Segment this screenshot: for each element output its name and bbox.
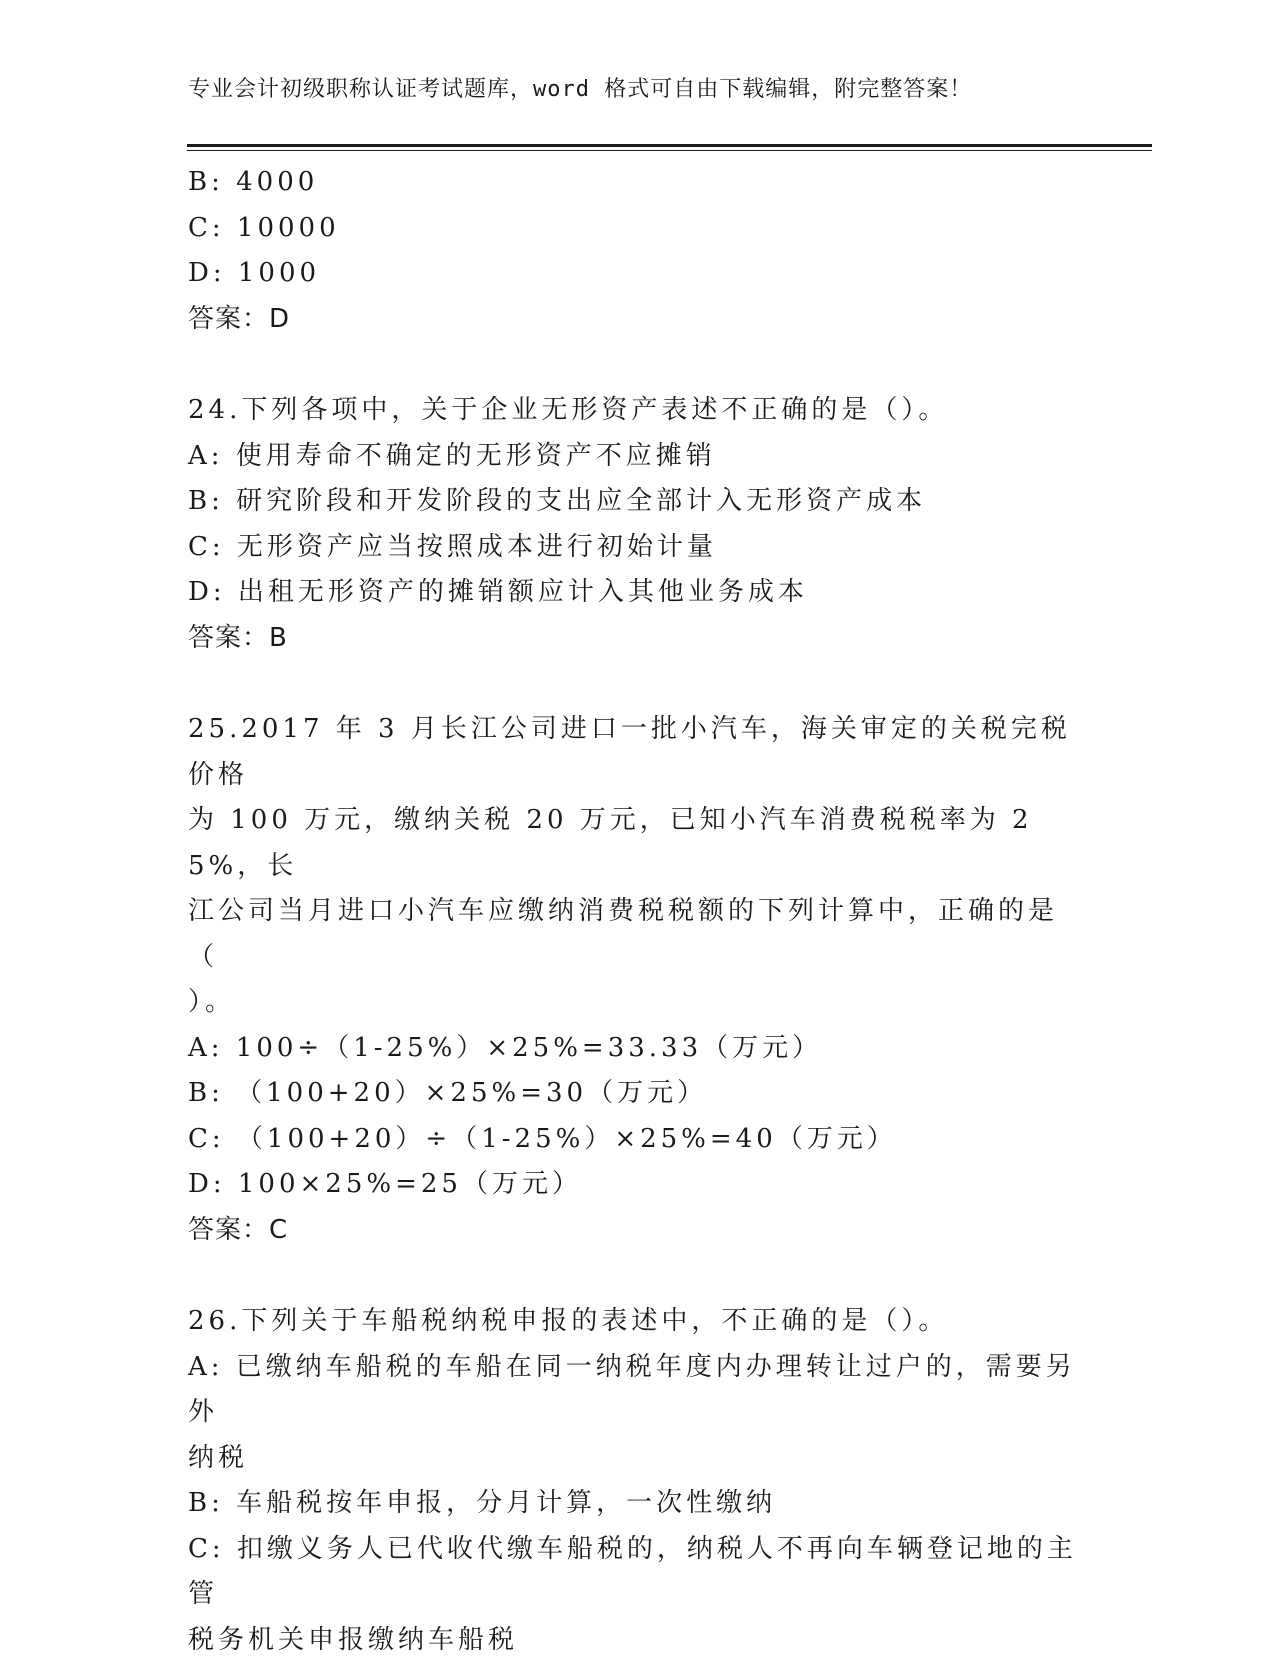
- page-header: 专业会计初级职称认证考试题库，word 格式可自由下载编辑，附完整答案！: [188, 74, 1148, 106]
- option-d: D: 1000: [188, 251, 1078, 297]
- option-b: B: （100+20）×25%=30（万元）: [188, 1071, 1078, 1117]
- header-rule-thin: [187, 150, 1152, 151]
- answer: 答案：D: [188, 297, 1078, 343]
- option-a-line: 纳税: [188, 1436, 1078, 1482]
- option-b: B: 4000: [188, 160, 1078, 206]
- question-stem-line: ）。: [188, 980, 1078, 1026]
- option-c: C: 10000: [188, 206, 1078, 252]
- answer: 答案：C: [188, 1208, 1078, 1254]
- option-c-line: 税务机关申报缴纳车船税: [188, 1618, 1078, 1663]
- option-c-line: C: 扣缴义务人已代收代缴车船税的，纳税人不再向车辆登记地的主管: [188, 1527, 1078, 1618]
- option-a: A: 100÷（1-25%）×25%=33.33（万元）: [188, 1026, 1078, 1072]
- document-body: [188, 160, 1078, 1663]
- spacer: [188, 1253, 1078, 1299]
- question-stem-line: 江公司当月进口小汽车应缴纳消费税税额的下列计算中，正确的是（: [188, 889, 1078, 980]
- question-23-tail: [188, 160, 1078, 342]
- option-a-line: A: 已缴纳车船税的车船在同一纳税年度内办理转让过户的，需要另外: [188, 1345, 1078, 1436]
- spacer: [188, 342, 1078, 388]
- question-stem-line: 25.2017 年 3 月长江公司进口一批小汽车，海关审定的关税完税价格: [188, 707, 1078, 798]
- option-c: C: （100+20）÷（1-25%）×25%=40（万元）: [188, 1117, 1078, 1163]
- question-stem-line: 为 100 万元，缴纳关税 20 万元，已知小汽车消费税税率为 25%，长: [188, 798, 1078, 889]
- header-rule-thick: [187, 144, 1152, 147]
- answer: 答案：B: [188, 616, 1078, 662]
- option-d: D: 出租无形资产的摊销额应计入其他业务成本: [188, 570, 1078, 616]
- option-a: A: 使用寿命不确定的无形资产不应摊销: [188, 434, 1078, 480]
- option-d: D: 100×25%=25（万元）: [188, 1162, 1078, 1208]
- question-26: [188, 1299, 1078, 1663]
- question-stem: 26.下列关于车船税纳税申报的表述中，不正确的是（）。: [188, 1299, 1078, 1345]
- option-b: B: 车船税按年申报，分月计算，一次性缴纳: [188, 1481, 1078, 1527]
- option-b: B: 研究阶段和开发阶段的支出应全部计入无形资产成本: [188, 479, 1078, 525]
- question-stem: 24.下列各项中，关于企业无形资产表述不正确的是（）。: [188, 388, 1078, 434]
- spacer: [188, 661, 1078, 707]
- question-24: [188, 388, 1078, 661]
- option-c: C: 无形资产应当按照成本进行初始计量: [188, 525, 1078, 571]
- question-25: [188, 707, 1078, 1253]
